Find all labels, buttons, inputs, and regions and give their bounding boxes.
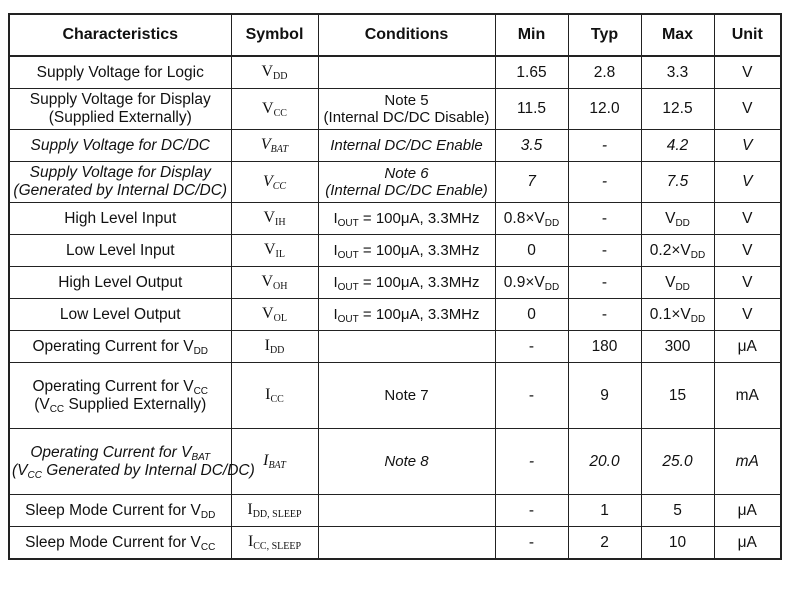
conditions-cell <box>318 363 495 429</box>
max-cell: 7.5 <box>641 162 714 203</box>
conditions-text: Note 5 <box>384 91 429 109</box>
table-row <box>9 527 781 560</box>
characteristic-cell <box>9 429 255 495</box>
header-symbol: Symbol <box>231 14 318 56</box>
symbol-text: $I_{DD}$ <box>264 337 285 357</box>
symbol-text: $I_{CC, SLEEP}$ <box>247 533 302 553</box>
max-cell: $0.1\times V_{DD}$ <box>641 299 714 331</box>
electrical-characteristics-table <box>8 13 782 560</box>
characteristic-text: High Level Input <box>64 209 177 227</box>
characteristic-cell <box>9 162 231 203</box>
typ-cell: 9 <box>568 363 641 429</box>
unit-cell: μA <box>714 331 781 363</box>
characteristic-cell <box>9 331 231 363</box>
max-cell: 3.3 <box>641 56 714 89</box>
typ-cell: - <box>568 203 641 235</box>
characteristic-text: Supply Voltage for Display <box>29 164 211 182</box>
characteristic-text: (Supplied Externally) <box>48 109 192 126</box>
conditions-text: Internal DC/DC Enable <box>330 136 483 154</box>
symbol-text: $I_{DD, SLEEP}$ <box>247 501 302 521</box>
table-row <box>9 495 781 527</box>
characteristic-cell <box>9 527 231 560</box>
symbol-cell <box>231 130 318 162</box>
unit-cell: μA <box>714 495 781 527</box>
min-cell: 1.65 <box>495 56 568 89</box>
symbol-text: $V_{IL}$ <box>263 241 285 261</box>
header-typ: Typ <box>568 14 641 56</box>
characteristic-cell <box>9 299 231 331</box>
typ-cell: - <box>568 299 641 331</box>
max-cell: 4.2 <box>641 130 714 162</box>
typ-cell: 12.0 <box>568 89 641 130</box>
header-min: Min <box>495 14 568 56</box>
header-characteristics: Characteristics <box>9 14 231 56</box>
unit-cell: V <box>714 267 781 299</box>
table-row <box>9 363 781 429</box>
conditions-text: (Internal DC/DC Enable) <box>325 182 488 199</box>
symbol-text: $V_{IH}$ <box>263 209 286 229</box>
symbol-cell <box>231 299 318 331</box>
conditions-text: Note 8 <box>384 452 429 470</box>
min-cell: $0.8\times V_{DD}$ <box>495 203 568 235</box>
characteristic-text: ($V_{CC}$ Generated by Internal DC/DC) <box>12 461 255 481</box>
symbol-cell <box>231 56 318 89</box>
conditions-cell <box>318 130 495 162</box>
max-cell: $V_{DD}$ <box>641 267 714 299</box>
conditions-cell <box>318 56 495 89</box>
min-cell: - <box>495 429 568 495</box>
typ-cell: - <box>568 162 641 203</box>
table-row <box>9 299 781 331</box>
min-cell: - <box>495 527 568 560</box>
conditions-text: $I_{OUT} = 100\mu A$, 3.3MHz <box>333 305 480 325</box>
typ-cell: 1 <box>568 495 641 527</box>
conditions-cell <box>318 495 495 527</box>
table-row <box>9 331 781 363</box>
header-conditions: Conditions <box>318 14 495 56</box>
max-cell: $0.2\times V_{DD}$ <box>641 235 714 267</box>
characteristic-text: Supply Voltage for Logic <box>36 63 204 81</box>
characteristic-cell <box>9 89 231 130</box>
characteristic-text: Low Level Input <box>65 241 175 259</box>
max-cell: $V_{DD}$ <box>641 203 714 235</box>
unit-cell: mA <box>714 429 781 495</box>
characteristic-text: Supply Voltage for DC/DC <box>30 136 210 154</box>
conditions-cell <box>318 267 495 299</box>
min-cell: - <box>495 331 568 363</box>
min-cell: 11.5 <box>495 89 568 130</box>
header-row <box>9 14 781 56</box>
typ-cell: 180 <box>568 331 641 363</box>
conditions-cell <box>318 527 495 560</box>
characteristic-cell <box>9 130 231 162</box>
conditions-text: $I_{OUT} = 100\mu A$, 3.3MHz <box>333 273 480 293</box>
characteristic-text: ($V_{CC}$ Supplied Externally) <box>34 395 207 415</box>
characteristic-cell <box>9 235 231 267</box>
characteristic-text: Operating Current for $V_{DD}$ <box>32 337 209 357</box>
characteristic-cell <box>9 363 231 429</box>
table-row <box>9 89 781 130</box>
conditions-text: Note 6 <box>384 164 429 182</box>
symbol-cell <box>231 363 318 429</box>
unit-cell: V <box>714 299 781 331</box>
max-cell: 300 <box>641 331 714 363</box>
symbol-text: $V_{DD}$ <box>261 63 288 83</box>
header-unit: Unit <box>714 14 781 56</box>
typ-cell: - <box>568 130 641 162</box>
conditions-text: Note 7 <box>384 386 429 404</box>
symbol-text: $I_{CC}$ <box>265 386 284 406</box>
table-row <box>9 162 781 203</box>
characteristic-cell <box>9 495 231 527</box>
unit-cell: V <box>714 235 781 267</box>
max-cell: 10 <box>641 527 714 560</box>
symbol-cell <box>231 203 318 235</box>
min-cell: - <box>495 495 568 527</box>
conditions-cell <box>318 203 495 235</box>
conditions-cell <box>318 235 495 267</box>
characteristic-text: Sleep Mode Current for $V_{CC}$ <box>25 533 216 553</box>
characteristic-text: Supply Voltage for Display <box>29 91 211 109</box>
symbol-cell <box>231 89 318 130</box>
unit-cell: V <box>714 203 781 235</box>
characteristic-text: High Level Output <box>58 273 183 291</box>
table-row <box>9 429 781 495</box>
conditions-cell <box>318 299 495 331</box>
table-row <box>9 203 781 235</box>
conditions-cell <box>318 162 495 203</box>
max-cell: 12.5 <box>641 89 714 130</box>
characteristic-text: Operating Current for $V_{CC}$ <box>32 377 209 397</box>
conditions-cell <box>318 89 495 130</box>
symbol-text: $V_{OL}$ <box>262 305 287 325</box>
symbol-cell <box>231 162 318 203</box>
header-max: Max <box>641 14 714 56</box>
characteristic-text: Operating Current for $V_{BAT}$ <box>30 443 211 463</box>
typ-cell: 20.0 <box>568 429 641 495</box>
conditions-cell <box>318 331 495 363</box>
conditions-text: $I_{OUT} = 100\mu A$, 3.3MHz <box>333 209 480 229</box>
symbol-cell <box>231 527 318 560</box>
symbol-cell <box>231 267 318 299</box>
max-cell: 25.0 <box>641 429 714 495</box>
characteristic-cell <box>9 56 231 89</box>
max-cell: 15 <box>641 363 714 429</box>
typ-cell: - <box>568 267 641 299</box>
max-cell: 5 <box>641 495 714 527</box>
min-cell: 0 <box>495 235 568 267</box>
conditions-text: (Internal DC/DC Disable) <box>323 109 490 126</box>
symbol-cell <box>231 495 318 527</box>
conditions-cell <box>318 429 495 495</box>
table-row <box>9 56 781 89</box>
table-row <box>9 235 781 267</box>
symbol-text: $V_{OH}$ <box>261 273 288 293</box>
characteristic-text: (Generated by Internal DC/DC) <box>13 182 228 199</box>
unit-cell: V <box>714 56 781 89</box>
table-row <box>9 267 781 299</box>
conditions-text: $I_{OUT} = 100\mu A$, 3.3MHz <box>333 241 480 261</box>
unit-cell: V <box>714 162 781 203</box>
typ-cell: 2 <box>568 527 641 560</box>
symbol-text: $I_{BAT}$ <box>263 452 286 472</box>
symbol-cell <box>231 331 318 363</box>
typ-cell: 2.8 <box>568 56 641 89</box>
characteristic-text: Sleep Mode Current for $V_{DD}$ <box>25 501 216 521</box>
symbol-text: $V_{CC}$ <box>262 172 287 192</box>
typ-cell: - <box>568 235 641 267</box>
min-cell: 0 <box>495 299 568 331</box>
characteristic-cell <box>9 267 231 299</box>
min-cell: 3.5 <box>495 130 568 162</box>
min-cell: 7 <box>495 162 568 203</box>
unit-cell: mA <box>714 363 781 429</box>
symbol-text: $V_{CC}$ <box>262 99 287 119</box>
characteristic-cell <box>9 203 231 235</box>
table-row <box>9 130 781 162</box>
unit-cell: V <box>714 89 781 130</box>
characteristic-text: Low Level Output <box>59 305 181 323</box>
min-cell: - <box>495 363 568 429</box>
min-cell: $0.9\times V_{DD}$ <box>495 267 568 299</box>
unit-cell: V <box>714 130 781 162</box>
unit-cell: μA <box>714 527 781 560</box>
symbol-cell <box>231 235 318 267</box>
symbol-text: $V_{BAT}$ <box>260 136 289 156</box>
